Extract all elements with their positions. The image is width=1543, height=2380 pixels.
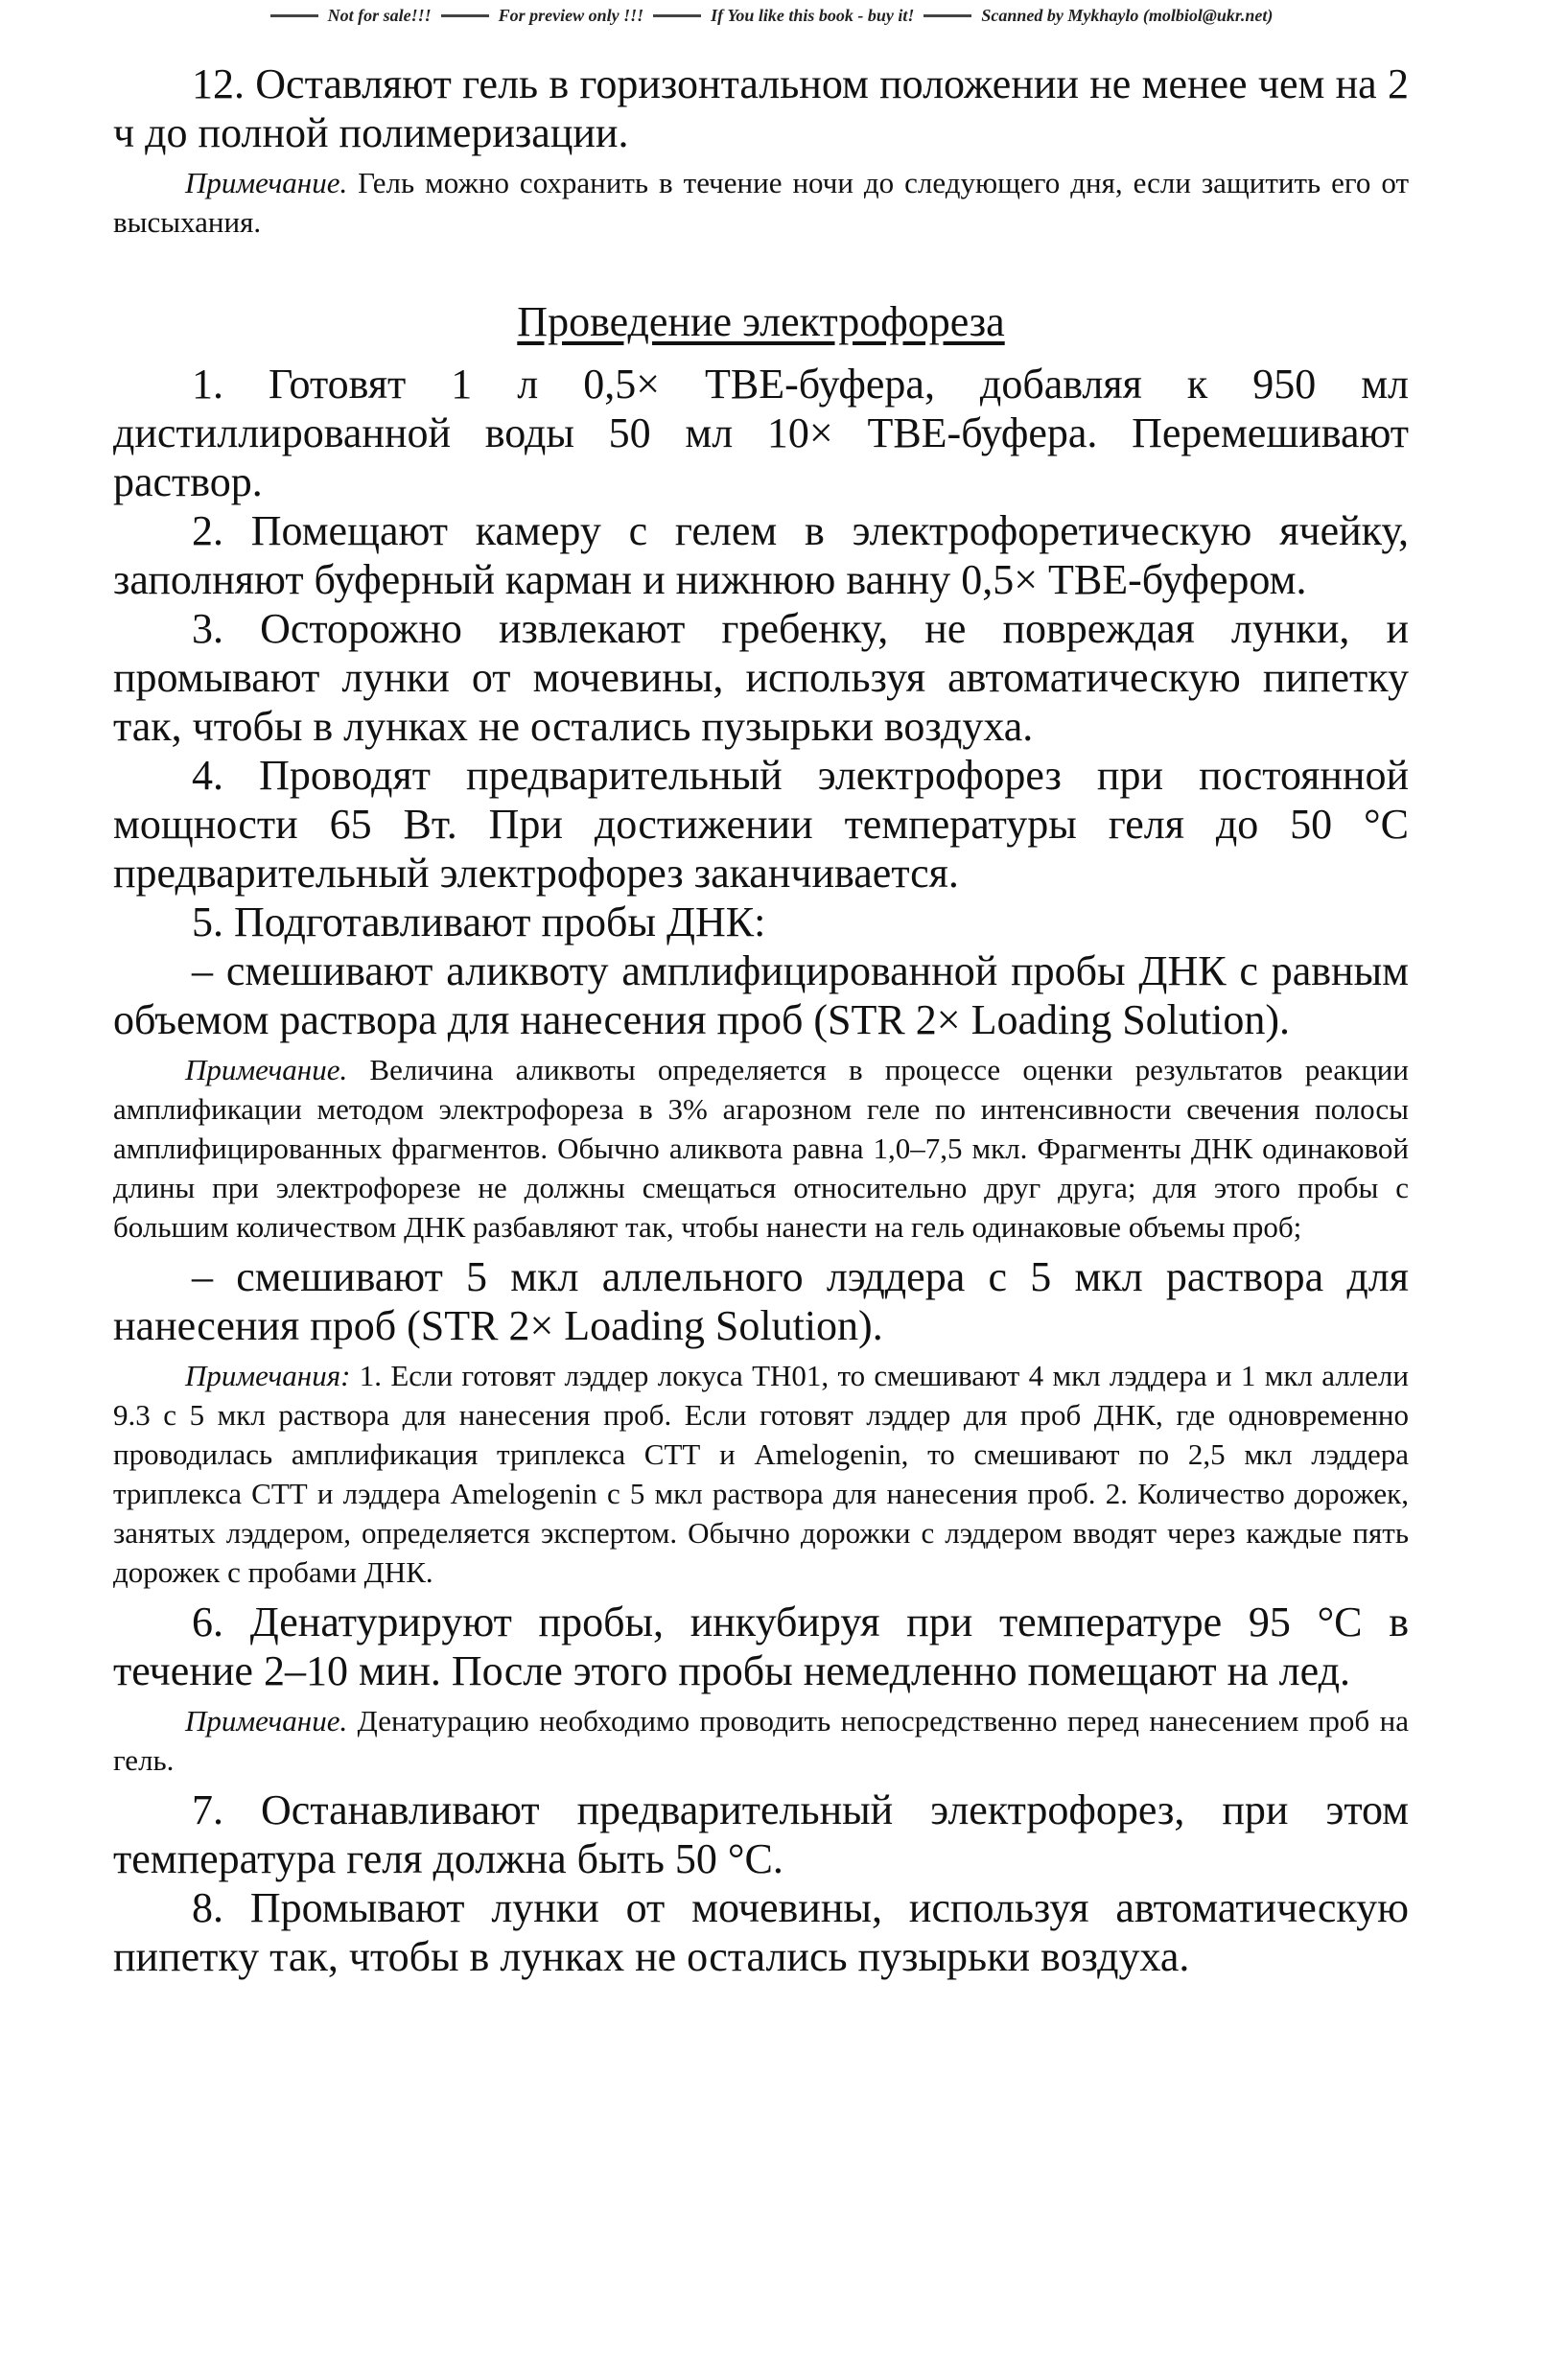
step-12: 12. Оставляют гель в горизонтальном положении не менее чем на 2 ч до полной полимеризации. bbox=[113, 60, 1409, 156]
note-text: Величина аликвоты определяется в процессе оценки результатов реакции амплификации методом электрофореза в 3% агарозном геле по интенсивности свечения полосы амплифицированных фрагментов. Обычно аликвота равна 1,0–7,5 мкл. Фрагменты ДНК одинаковой длины при электрофорезе не должны смещаться относительно друг друга; для этого пробы с большим количеством ДНК разбавляют так, чтобы нанести на гель одинаковые объемы проб; bbox=[113, 1053, 1409, 1244]
watermark-banner bbox=[134, 6, 1409, 26]
watermark-segment: For preview only !!! bbox=[498, 6, 644, 25]
watermark-segment: Not for sale!!! bbox=[327, 6, 432, 25]
note-label: Примечание. bbox=[185, 166, 348, 199]
watermark-divider bbox=[270, 14, 318, 17]
watermark-segment: Scanned by Mykhaylo (molbiol@ukr.net) bbox=[981, 6, 1274, 25]
watermark-divider bbox=[923, 14, 971, 17]
step-5: 5. Подготавливают пробы ДНК: bbox=[192, 898, 766, 945]
step-6: 6. Денатурируют пробы, инкубируя при температуре 95 °С в течение 2–10 мин. После этого пробы немедленно помещают на лед. bbox=[113, 1598, 1409, 1694]
note-step-6 bbox=[113, 1701, 1409, 1780]
note-text: Денатурацию необходимо проводить непосредственно перед нанесением проб на гель. bbox=[113, 1704, 1409, 1777]
watermark-segment: If You like this book - buy it! bbox=[711, 6, 915, 25]
document-body bbox=[113, 59, 1409, 1981]
note-text: 1. Если готовят лэддер локуса TH01, то смешивают 4 мкл лэддера и 1 мкл аллели 9.3 с 5 мкл раствора для нанесения проб. Если готовят лэддер для проб ДНК, где одновременно проводилась амплификация триплекса СТТ и Amelogenin, то смешивают по 2,5 мкл лэддера триплекса СТТ и лэддера Amelogenin с 5 мкл раствора для нанесения проб. 2. Количество дорожек, занятых лэддером, определяется экспертом. Обычно дорожки с лэддером вводят через каждые пять дорожек с пробами ДНК. bbox=[113, 1359, 1409, 1589]
note-label: Примечание. bbox=[185, 1704, 348, 1738]
note-step-5b bbox=[113, 1356, 1409, 1592]
step-2: 2. Помещают камеру с гелем в электрофоретическую ячейку, заполняют буферный карман и нижнюю ванну 0,5× ТВЕ-буфером. bbox=[113, 507, 1409, 603]
note-text: Гель можно сохранить в течение ночи до следующего дня, если защитить его от высыхания. bbox=[113, 166, 1409, 239]
step-3: 3. Осторожно извлекают гребенку, не повреждая лунки, и промывают лунки от мочевины, используя автоматическую пипетку так, чтобы в лунках не остались пузырьки воздуха. bbox=[113, 605, 1409, 750]
watermark-divider bbox=[441, 14, 489, 17]
step-1: 1. Готовят 1 л 0,5× ТВЕ-буфера, добавляя к 950 мл дистиллированной воды 50 мл 10× ТВЕ-буфера. Перемешивают раствор. bbox=[113, 361, 1409, 505]
note-label: Примечания: bbox=[185, 1359, 351, 1392]
note-label: Примечание. bbox=[185, 1053, 348, 1086]
note-step-5a bbox=[113, 1050, 1409, 1247]
step-4: 4. Проводят предварительный электрофорез при постоянной мощности 65 Вт. При достижении температуры геля до 50 °С предварительный электрофорез заканчивается. bbox=[113, 752, 1409, 897]
watermark-divider bbox=[653, 14, 701, 17]
step-8: 8. Промывают лунки от мочевины, используя автоматическую пипетку так, чтобы в лунках не остались пузырьки воздуха. bbox=[113, 1884, 1409, 1980]
step-5-item-b: – смешивают 5 мкл аллельного лэддера с 5 мкл раствора для нанесения проб (STR 2× Loading Solution). bbox=[113, 1253, 1409, 1349]
step-7: 7. Останавливают предварительный электрофорез, при этом температура геля должна быть 50 °С. bbox=[113, 1786, 1409, 1882]
section-heading: Проведение электрофореза bbox=[517, 298, 1005, 345]
step-5-item-a: – смешивают аликвоту амплифицированной пробы ДНК с равным объемом раствора для нанесения проб (STR 2× Loading Solution). bbox=[113, 947, 1409, 1043]
note-step-12 bbox=[113, 163, 1409, 242]
